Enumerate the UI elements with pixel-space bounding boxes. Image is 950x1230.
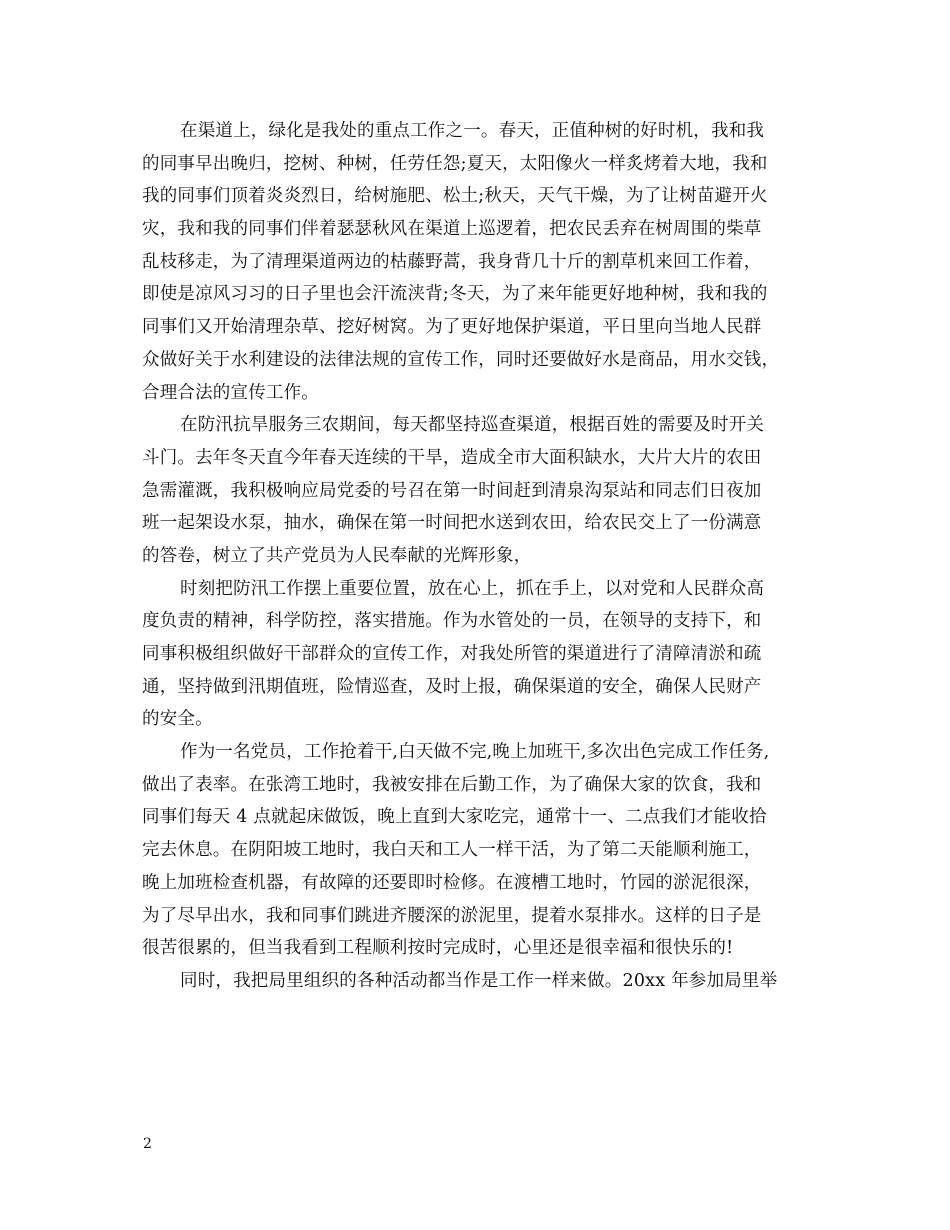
paragraph-line: 度负责的精神，科学防控，落实措施。作为水管处的一员，在领导的支持下，和 <box>142 611 762 632</box>
paragraph-line: 合理合法的宣传工作。 <box>142 382 319 403</box>
paragraph-line: 即使是凉风习习的日子里也会汗流浃背;冬天，为了来年能更好地种树，我和我的 <box>142 284 768 305</box>
paragraph-line: 乱枝移走，为了清理渠道两边的枯藤野蒿，我身背几十斤的割草机来回工作着， <box>142 251 762 272</box>
paragraph-line: 的安全。 <box>142 709 213 730</box>
paragraph-line: 完去休息。在阴阳坡工地时，我白天和工人一样干活，为了第二天能顺利施工， <box>142 840 762 861</box>
paragraph-line: 的答卷，树立了共产党员为人民奉献的光辉形象， <box>142 545 532 566</box>
paragraph-line: 在防汛抗旱服务三农期间，每天都坚持巡查渠道，根据百姓的需要及时开关 <box>180 415 765 436</box>
paragraph-party-member <box>142 736 812 965</box>
paragraph-greening <box>142 115 812 409</box>
paragraph-line: 做出了表率。在张湾工地时，我被安排在后勤工作，为了确保大家的饮食，我和 <box>142 774 762 795</box>
paragraph-line: 在渠道上，绿化是我处的重点工作之一。春天，正值种树的好时机，我和我 <box>180 121 765 141</box>
paragraph-line: 我的同事们顶着炎炎烈日，给树施肥、松土;秋天，天气干燥，为了让树苗避开火 <box>142 186 768 207</box>
paragraph-line: 同事们每天 4 点就起床做饭，晚上直到大家吃完，通常十一、二点我们才能收拾 <box>142 807 767 828</box>
paragraph-line: 同时，我把局里组织的各种活动都当作是工作一样来做。20xx 年参加局里举 <box>180 970 778 991</box>
paragraph-line: 作为一名党员，工作抢着干,白天做不完,晚上加班干,多次出色完成工作任务, <box>180 742 770 763</box>
paragraph-line: 同事们又开始清理杂草、挖好树窝。为了更好地保护渠道，平日里向当地人民群 <box>142 317 762 338</box>
paragraph-line: 灾，我和我的同事们伴着瑟瑟秋风在渠道上巡逻着，把农民丢弃在树周围的柴草 <box>142 219 762 240</box>
paragraph-line: 班一起架设水泵，抽水，确保在第一时间把水送到农田，给农民交上了一份满意 <box>142 513 762 534</box>
page-number: 2 <box>143 1136 152 1152</box>
paragraph-line: 很苦很累的，但当我看到工程顺利按时完成时，心里还是很幸福和很快乐的! <box>142 938 734 959</box>
paragraph-line: 众做好关于水利建设的法律法规的宣传工作，同时还要做好水是商品，用水交钱， <box>142 349 780 370</box>
paragraph-line: 晚上加班检查机器，有故障的还要即时检修。在渡槽工地时，竹园的淤泥很深， <box>142 872 762 893</box>
paragraph-line: 斗门。去年冬天直今年春天连续的干旱，造成全市大面积缺水，大片大片的农田 <box>142 447 762 468</box>
paragraph-activities <box>142 965 812 998</box>
paragraph-line: 时刻把防汛工作摆上重要位置，放在心上，抓在手上，以对党和人民群众高 <box>180 578 765 599</box>
paragraph-line: 急需灌溉，我积极响应局党委的号召在第一时间赶到清泉沟泵站和同志们日夜加 <box>142 480 762 501</box>
paragraph-line: 同事积极组织做好干部群众的宣传工作，对我处所管的渠道进行了清障清淤和疏 <box>142 644 762 664</box>
document-body <box>142 115 812 998</box>
paragraph-line: 的同事早出晚归，挖树、种树，任劳任怨;夏天，太阳像火一样炙烤着大地，我和 <box>142 153 768 174</box>
paragraph-flood-priority <box>142 573 812 736</box>
paragraph-line: 为了尽早出水，我和同事们跳进齐腰深的淤泥里，提着水泵排水。这样的日子是 <box>142 905 762 926</box>
paragraph-line: 通，坚持做到汛期值班，险情巡查，及时上报，确保渠道的安全，确保人民财产 <box>142 676 762 697</box>
paragraph-flood-drought <box>142 409 812 572</box>
